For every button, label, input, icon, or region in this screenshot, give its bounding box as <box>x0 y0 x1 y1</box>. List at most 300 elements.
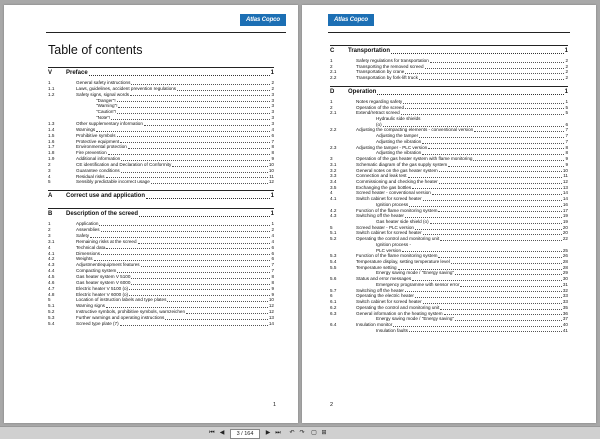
toc-section-heading <box>48 70 274 77</box>
toc-text[interactable]: Additional information <box>76 156 121 162</box>
toc-page: 1 <box>271 221 274 227</box>
toc-text[interactable]: Status and error messages <box>356 276 412 282</box>
toc-text[interactable]: Safety <box>76 233 90 238</box>
toc-leader-dots <box>177 90 270 91</box>
toc-text[interactable]: Location of instruction labels and type plates <box>76 297 167 303</box>
toc-number: 4.3 <box>48 262 55 268</box>
toc-leader-dots <box>422 154 564 155</box>
toc-text[interactable]: Warning signs <box>76 303 105 309</box>
toc-text[interactable]: CE identification and Declaration of Conformity <box>76 161 172 167</box>
toc-entry <box>330 185 568 190</box>
toc-entry <box>330 122 568 127</box>
toc-entry <box>48 150 274 155</box>
page-number: 2 <box>330 402 334 408</box>
toc-text[interactable]: Operation of the gas heater system with flame monitoring <box>356 156 473 162</box>
toc-leader-dots <box>440 240 562 241</box>
toc-text[interactable]: "Note"! <box>96 115 111 121</box>
toc-number: 1 <box>330 98 333 104</box>
toc-text[interactable]: Safety regulations for transportation <box>356 58 429 63</box>
toc-text[interactable]: Description of the screed <box>66 211 139 218</box>
toc-text[interactable]: Weights <box>76 256 93 262</box>
toc-text[interactable]: Guarantee conditions <box>76 167 120 173</box>
toc-page: 19 <box>562 219 568 224</box>
toc-section-heading <box>48 193 274 200</box>
toc-entry <box>48 144 274 149</box>
toc-leader-dots <box>99 225 270 226</box>
toc-entry <box>48 292 274 297</box>
page-number-input[interactable]: 3 / 164 <box>230 429 260 439</box>
toc-number: 3.5 <box>330 184 337 190</box>
toc-text[interactable]: Transportation by crane <box>356 69 405 75</box>
toc-text[interactable]: Gas heater system V 6000 <box>76 279 131 285</box>
toc-text[interactable]: Protective equipment <box>76 138 120 144</box>
toc-entry <box>330 133 568 138</box>
toc-number: 5.3 <box>48 314 55 320</box>
toc-text[interactable]: Fire prevention <box>76 150 107 156</box>
toc-entry <box>330 110 568 115</box>
toc-page: 20 <box>562 224 568 230</box>
toc-page: 14 <box>562 196 568 202</box>
toc-text[interactable]: Safety signs, signal words <box>76 91 130 97</box>
toc-page: 9 <box>271 291 274 297</box>
toc-entry <box>48 98 274 103</box>
toc-entry <box>330 328 568 333</box>
toc-page: 30 <box>562 276 568 282</box>
toc-text[interactable]: Application <box>76 221 99 227</box>
toc-entry <box>48 321 274 326</box>
toc-text[interactable]: Switch cabinet for screed heater <box>356 196 422 202</box>
toc-number: 5 <box>48 179 51 185</box>
toc-text[interactable]: Instructive symbols, prohibitive symbols, warnzeichen <box>76 309 186 315</box>
toc-text[interactable]: Insulation faults <box>376 327 408 333</box>
toc-number: 5.1 <box>48 303 55 309</box>
toc-leader-dots <box>419 137 564 138</box>
toc-text[interactable]: Adjusting the compacting elements - conventional version <box>356 127 474 133</box>
toc-leader-dots <box>474 131 564 132</box>
toc-number: 1.9 <box>48 156 55 162</box>
toc-leader-dots <box>391 53 564 54</box>
toc-number: 5.3 <box>330 253 337 259</box>
toc-section-heading <box>330 48 568 55</box>
toc-text[interactable]: Operation <box>348 88 377 95</box>
toc-entry <box>48 103 274 108</box>
toc-text[interactable]: "Warning"! <box>96 103 118 109</box>
toc-entry <box>330 150 568 155</box>
toc-text[interactable]: Screed heater - PLC version <box>356 224 414 230</box>
toc-number: 2 <box>48 161 51 167</box>
toc-page: 33 <box>562 299 568 305</box>
toc-entry <box>48 256 274 261</box>
toc-text[interactable]: Function of the flame monitoring system <box>356 253 438 259</box>
toc-number: 1.8 <box>48 150 55 156</box>
toc-entry <box>330 253 568 258</box>
toc-text[interactable]: Adjustment/equipment features <box>76 262 140 268</box>
toc-entry <box>330 105 568 110</box>
toc-text[interactable]: Dimensions <box>76 250 100 256</box>
toc-text[interactable]: Function of the flame monitoring system <box>356 207 438 213</box>
toc-page: 7 <box>565 127 568 133</box>
toc-entry <box>48 115 274 120</box>
toc-page: 20 <box>562 230 568 236</box>
toc-number: 6.1 <box>330 299 337 305</box>
toc-leader-dots <box>415 297 562 298</box>
toc-number: V <box>48 70 53 76</box>
toc-text[interactable]: Ignition process - <box>376 241 411 247</box>
toc-page: 1 <box>270 193 274 200</box>
toc-leader-dots <box>402 251 562 252</box>
forward-icon[interactable]: ↷ <box>299 430 305 436</box>
toc-page: 2 <box>271 80 274 85</box>
toc-text[interactable]: Notes regarding safety <box>356 98 403 104</box>
back-icon[interactable]: ↶ <box>289 430 295 436</box>
toc-leader-dots <box>430 62 565 63</box>
toc-entry <box>48 303 274 308</box>
toc-page: 14 <box>268 320 274 326</box>
toc-leader-dots <box>120 325 268 326</box>
toc-text[interactable]: Operating the electric heater <box>356 293 414 299</box>
toc-text[interactable]: (o) <box>376 121 382 127</box>
toc-page: 25 <box>562 247 568 253</box>
toc-text[interactable]: General information on the heating system <box>356 310 443 316</box>
toc-leader-dots <box>89 75 270 76</box>
toc-text[interactable]: Remaining risks at the screed <box>76 238 137 244</box>
toc-leader-dots <box>455 274 562 275</box>
toc-page: 33 <box>562 293 568 299</box>
toc-page: 36 <box>562 310 568 316</box>
toc-page: 6 <box>271 244 274 250</box>
toc-number: 4.2 <box>48 256 55 262</box>
toc-text[interactable]: Switch cabinet for screed heater <box>356 299 422 305</box>
toc-page: 3 <box>271 120 274 126</box>
toc-number: 1.6 <box>48 138 55 144</box>
toc-number: 4.8 <box>48 291 55 297</box>
section-rule <box>48 190 274 191</box>
toc-number: 3.4 <box>330 178 337 184</box>
toc-entry <box>330 311 568 316</box>
toc-text[interactable]: Insulation monitor <box>356 321 393 327</box>
toc-leader-dots <box>129 295 270 296</box>
toc-entry <box>48 274 274 279</box>
toc-text[interactable]: Gas heater system V 5100 <box>76 273 131 279</box>
toc-entry <box>48 168 274 173</box>
toc-entry <box>48 92 274 97</box>
toc-number: 4.7 <box>48 285 55 291</box>
toc-page: 13 <box>562 184 568 190</box>
toc-page: 8 <box>565 150 568 156</box>
toc-leader-dots <box>108 154 271 155</box>
toc-leader-dots <box>423 234 562 235</box>
toc-number: 5.4 <box>330 259 337 265</box>
toc-number: 3.1 <box>330 161 337 167</box>
toc-leader-dots <box>90 237 270 238</box>
toc-number: 5.7 <box>330 287 337 293</box>
toc-entry <box>330 116 568 121</box>
toc-text[interactable]: "Caution"! <box>96 109 117 115</box>
toc-leader-dots <box>138 243 271 244</box>
toc-text[interactable]: PLC version <box>376 247 402 253</box>
header-rule <box>46 32 286 33</box>
toc-text[interactable]: Electric heater V 5100 (o) <box>76 285 129 291</box>
toc-number: 1 <box>48 80 51 85</box>
toc-page: 3 <box>271 97 274 103</box>
fit-page-icon[interactable]: ▢ <box>311 430 317 436</box>
toc-entry <box>330 276 568 281</box>
toc-text[interactable]: Transporting the removed screed <box>356 63 424 69</box>
toc-number: 4.3 <box>330 213 337 219</box>
toc-leader-dots <box>130 95 270 96</box>
toc-number: C <box>330 48 335 54</box>
toc-page: 2 <box>565 58 568 63</box>
next-page-icon[interactable]: ▶ <box>265 430 271 436</box>
toc-text[interactable]: Commissioning and checking the heater <box>356 178 438 184</box>
toc-text[interactable]: Switch cabinet for screed heater <box>356 230 422 236</box>
toc-text[interactable]: Adjusting the tamper <box>376 133 419 139</box>
toc-entry <box>48 121 274 126</box>
toc-leader-dots <box>141 266 271 267</box>
toc-entry <box>330 305 568 310</box>
toc-number: 1.3 <box>48 120 55 126</box>
toc-leader-dots <box>440 309 562 310</box>
toc-entry <box>330 139 568 144</box>
toc-text[interactable]: Operating the control and monitoring unit <box>356 304 440 310</box>
page-number: 1 <box>272 402 276 408</box>
toc-page: 12 <box>562 178 568 184</box>
toc-text[interactable]: Gas heater side shield (o) <box>376 219 429 224</box>
toc-leader-dots <box>131 284 270 285</box>
toc-text[interactable]: Temperature setting <box>356 264 397 270</box>
toc-leader-dots <box>430 223 562 224</box>
toc-text[interactable]: Extend/retract screed <box>356 110 400 116</box>
toc-section-heading <box>330 89 568 96</box>
toc-leader-dots <box>121 172 268 173</box>
toc-leader-dots <box>415 229 562 230</box>
toc-text[interactable]: Screed type plate (7) <box>76 320 119 326</box>
first-page-icon[interactable]: ⏮ <box>209 430 215 436</box>
toc-leader-dots <box>101 254 270 255</box>
toc-entry <box>330 162 568 167</box>
toc-page: 10 <box>268 167 274 173</box>
toc-number: 4.4 <box>48 268 55 274</box>
last-page-icon[interactable]: ⏭ <box>275 430 281 436</box>
toc-number: 2 <box>48 227 51 233</box>
toc-entry <box>48 245 274 250</box>
toc-text[interactable]: Sensibly predictable incorrect usage <box>76 179 150 185</box>
toc-text[interactable]: Connection and leak test <box>356 173 407 179</box>
toc-text[interactable]: Prohibitive symbols <box>76 132 116 138</box>
toc-entry <box>48 109 274 114</box>
toc-text[interactable]: Preface <box>66 70 88 76</box>
toc-text[interactable]: Schematic diagram of the gas supply system <box>356 161 448 167</box>
toc-leader-dots <box>167 301 267 302</box>
toc-number: 4.6 <box>48 279 55 285</box>
toc-leader-dots <box>438 211 561 212</box>
toc-page: 4 <box>271 126 274 132</box>
toc-number: B <box>48 211 53 218</box>
toc-text[interactable]: Adjusting the tamper - PLC version <box>356 144 428 150</box>
toc-entry <box>330 293 568 298</box>
toc-page: 9 <box>565 161 568 167</box>
toc-text[interactable]: Transportation <box>348 48 391 54</box>
viewer-toolbar <box>0 426 600 439</box>
toc-text[interactable]: General notes on the gas heater system <box>356 167 438 173</box>
toc-leader-dots <box>106 177 269 178</box>
toc-text[interactable]: Compacting system <box>76 268 117 274</box>
toc-text[interactable]: Technical data <box>76 244 106 250</box>
toc-entry <box>48 174 274 179</box>
previous-page-icon[interactable]: ◀ <box>219 430 225 436</box>
toc-page: 17 <box>562 207 568 213</box>
toc-page: 12 <box>268 309 274 315</box>
toc-leader-dots <box>121 160 270 161</box>
toc-text[interactable]: Switching off the heater <box>356 287 404 293</box>
toc-number: 4.5 <box>48 273 55 279</box>
toc-page: 2 <box>565 69 568 75</box>
section-rule <box>330 86 568 87</box>
atlas-copco-logo: Atlas Copco <box>328 14 374 26</box>
toc-number: 6.2 <box>330 304 337 310</box>
toc-number: 3 <box>48 167 51 173</box>
toc-leader-dots <box>106 307 268 308</box>
toc-text[interactable]: Operating the control and monitoring unit <box>356 236 440 242</box>
toc-text[interactable]: Adjusting the vibration <box>376 138 422 144</box>
toc-text[interactable]: General safety instructions <box>76 80 131 85</box>
toc-text[interactable]: Transportation by fork-lift truck <box>356 75 418 81</box>
toc-leader-dots <box>383 126 565 127</box>
toc-entry <box>48 162 274 167</box>
toc-leader-dots <box>144 125 271 126</box>
toc-entry <box>48 227 274 232</box>
fit-width-icon[interactable]: ⊞ <box>321 430 327 436</box>
toc-entry <box>48 86 274 91</box>
toc-entry <box>48 221 274 226</box>
toc-page: 4 <box>271 233 274 238</box>
toc-entry <box>330 219 568 224</box>
toc-leader-dots <box>118 107 270 108</box>
toc-leader-dots <box>439 183 562 184</box>
atlas-copco-logo: Atlas Copco <box>240 14 286 26</box>
toc-page: 9 <box>271 156 274 162</box>
toc-entry <box>330 282 568 287</box>
toc-text[interactable]: Further warnings and operating instructions <box>76 314 165 320</box>
toc-entry <box>330 173 568 178</box>
toc-entry <box>48 268 274 273</box>
toc-text[interactable]: Correct use and application <box>66 193 146 200</box>
toc-text[interactable]: Laws, guidelines, accident prevention regulations <box>76 85 177 91</box>
toc-page: 5 <box>565 110 568 116</box>
toc-page: 14 <box>562 190 568 196</box>
toc-leader-dots <box>94 260 271 261</box>
toc-number: 2 <box>330 63 333 69</box>
toc-leader-dots <box>460 286 561 287</box>
toc-leader-dots <box>120 142 270 143</box>
toc-page: 4 <box>271 238 274 244</box>
toc-leader-dots <box>377 94 563 95</box>
toc-entry <box>330 248 568 253</box>
toc-leader-dots <box>139 216 270 217</box>
toc-text[interactable]: Switching off the heater <box>356 213 404 219</box>
toc-text[interactable]: Environmental protection <box>76 144 127 150</box>
toc-number: 1.5 <box>48 132 55 138</box>
toc-text[interactable]: Operation of the screed <box>356 104 405 110</box>
toc-entry <box>330 316 568 321</box>
toc-page: 12 <box>268 179 274 185</box>
toc-text[interactable]: "Danger"! <box>96 97 116 103</box>
toc-entry <box>330 236 568 241</box>
toc-text[interactable]: Adjusting the vibration <box>376 150 422 156</box>
toc-leader-dots <box>428 148 564 149</box>
toc-number: 3 <box>330 156 333 162</box>
toc-page: 7 <box>271 138 274 144</box>
toc-number: 1.2 <box>48 91 55 97</box>
toc-page: 32 <box>562 287 568 293</box>
toc-page: 1 <box>270 70 274 76</box>
toc-text[interactable]: Electric heater V 6000 (o) <box>76 291 129 297</box>
toc-entry <box>330 208 568 213</box>
toc-text[interactable]: Screed heater - conventional version <box>356 190 431 196</box>
toc-text[interactable]: Energy saving mode / "Energy saving" <box>376 270 455 276</box>
toc-page: 8 <box>271 144 274 150</box>
toc-page: 35 <box>562 304 568 310</box>
toc-number: 1.4 <box>48 126 55 132</box>
section-rule <box>330 45 568 46</box>
toc-leader-dots <box>439 171 562 172</box>
toc-text[interactable]: Ignition process <box>376 201 409 207</box>
toc-entry <box>48 251 274 256</box>
toc-leader-dots <box>432 194 562 195</box>
toc-text[interactable]: Temperature display, setting temperature level <box>356 259 450 265</box>
toc-entry <box>48 133 274 138</box>
toc-leader-dots <box>405 108 564 109</box>
section-rule <box>48 67 274 68</box>
toc-entry <box>330 299 568 304</box>
toc-text[interactable]: Hydraulic side shields <box>376 116 421 122</box>
toc-leader-dots <box>451 263 562 264</box>
toc-number: 1.1 <box>48 85 55 91</box>
toc-text[interactable]: Emergency programme with sensor error <box>376 281 460 287</box>
toc-text[interactable]: Assemblies <box>76 227 100 233</box>
toc-entry <box>330 179 568 184</box>
toc-text[interactable]: Other supplementary information <box>76 120 143 126</box>
toc-leader-dots <box>117 136 271 137</box>
toc-entry <box>330 270 568 275</box>
toc-entry <box>48 156 274 161</box>
toc-text[interactable]: Residual risks <box>76 173 105 179</box>
toc-leader-dots <box>409 206 562 207</box>
toc-number: 3.1 <box>48 238 55 244</box>
toc-leader-dots <box>151 183 268 184</box>
toc-leader-dots <box>117 101 271 102</box>
toc-leader-dots <box>444 314 562 315</box>
toc-leader-dots <box>393 326 562 327</box>
toc-text[interactable]: Exchanging the gas bottles <box>356 184 412 190</box>
toc-page: 1 <box>565 98 568 104</box>
toc-text[interactable]: Energy saving mode / "Energy saving" <box>376 316 455 322</box>
header-rule <box>328 32 570 33</box>
toc-entry <box>330 225 568 230</box>
toc-page: 6 <box>271 256 274 262</box>
toc-leader-dots <box>423 200 562 201</box>
toc-number: 1 <box>48 221 51 227</box>
toc-page: 29 <box>562 270 568 276</box>
toc-leader-dots <box>405 73 564 74</box>
toc-leader-dots <box>409 331 562 332</box>
toc-text[interactable]: Warnings <box>76 126 96 132</box>
toc-page: 5 <box>565 104 568 110</box>
toc-page: 2 <box>271 227 274 233</box>
toc-number: 5.2 <box>48 309 55 315</box>
toc-leader-dots <box>101 231 271 232</box>
toc-page: 9 <box>271 285 274 291</box>
